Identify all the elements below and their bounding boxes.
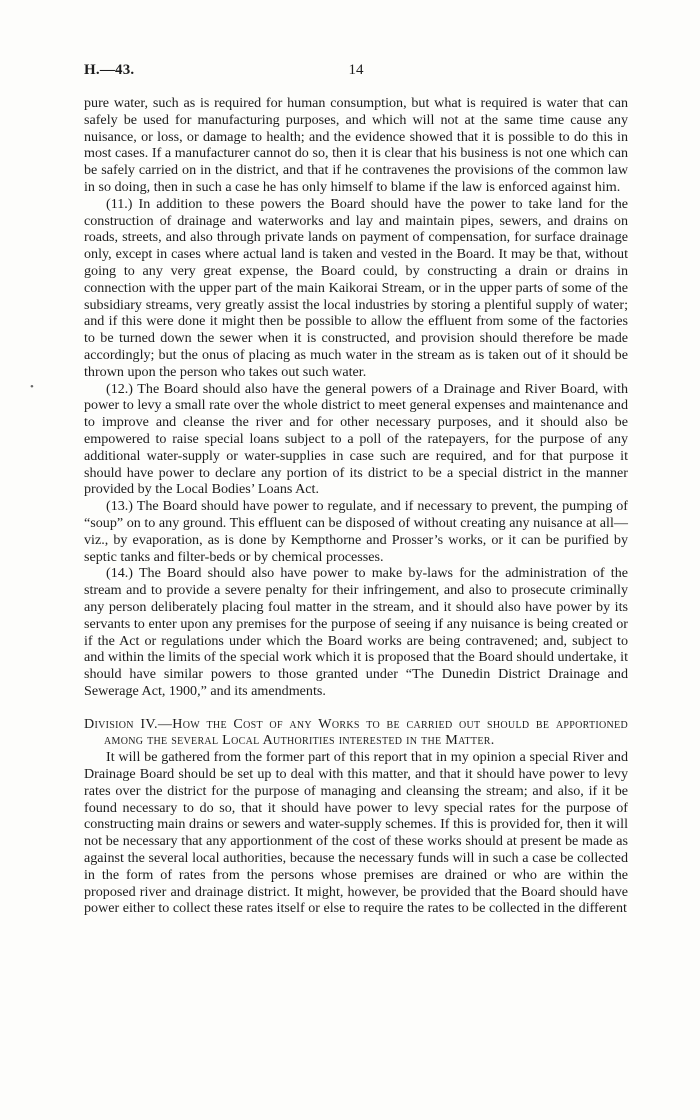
page-header <box>84 62 628 82</box>
paragraph-11: (11.) In addition to these powers the Board should have the power to take land for the construction of drainage and waterworks and lay and maintain pipes, sewers, and drains on roads, streets, and also through private lands on payment of compensation, for surface drainage only, except in cases where actual land is taken and vested in the Board. It may be that, without going to any very great expense, the Board could, by constructing a drain or drains in connection with the upper part of the main Kaikorai Stream, or in the upper parts of some of the subsidiary streams, very greatly assist the local industries by storing a plentiful supply of water; and if this were done it might then be possible to allow the effluent from some of the factories to be turned down the sewer when it is constructed, and provision should therefore be made accordingly; but the onus of placing as much water in the stream as is taken out of it should be thrown upon the person who takes out such water. <box>84 195 628 380</box>
document-body <box>84 95 628 917</box>
division-heading <box>84 716 628 750</box>
paragraph-continuation: pure water, such as is required for human consumption, but what is required is water that can safely be used for manufacturing purposes, and which will not at the same time cause any nuisance, or loss, or damage to health; and the evidence showed that it is possible to do this in most cases. If a manufacturer cannot do so, then it is clear that his business is not one which can be safely carried on in the district, and that if he contravenes the provisions of the common law in so doing, then in such a case he has only himself to blame if the law is enforced against him. <box>84 95 628 195</box>
page-number: 14 <box>348 62 364 78</box>
division-title: —How the Cost of any Works to be carried out should be apportioned among the several Local Authorities interested in the Matter. <box>104 715 628 749</box>
division-label: Division IV. <box>84 715 158 732</box>
paragraph-14: (14.) The Board should also have power to make by-laws for the administration of the stream and to provide a severe penalty for their infringement, and also to prosecute criminally any person deliberately placing foul matter in the stream, and it should also have power by its servants to enter upon any premises for the purpose of seeing if any nuisance is being created or if the Act or regulations under which the Board works are being contravened; and, subject to and within the limits of the special work which it is proposed that the Board should undertake, it should have similar powers to those granted under “The Dunedin District Drainage and Sewerage Act, 1900,” and its amendments. <box>84 565 628 699</box>
margin-mark: • <box>30 381 34 393</box>
paragraph-division-iv: It will be gathered from the former part of this report that in my opinion a special River and Drainage Board should be set up to deal with this matter, and that it should have power to levy rates over the district for the purpose of managing and cleansing the stream; and also, if it be found necessary to do so, that it should have power to levy special rates for the purpose of constructing main drains or sewers and water-supply schemes. If this is provided for, then it will not be necessary that any apportionment of the cost of these works should at present be made as against the several local authorities, because the necessary funds will in such a case be collected in the form of rates from the persons whose premises are drained or who are within the proposed river and drainage district. It might, however, be provided that the Board should have power either to collect these rates itself or else to require the rates to be collected in the different <box>84 749 628 917</box>
paragraph-12: (12.) The Board should also have the general powers of a Drainage and River Board, with power to levy a small rate over the whole district to meet general expenses and maintenance and to improve and cleanse the river and for other necessary purposes, and it should also be empowered to raise special loans subject to a poll of the ratepayers, for the purpose of any additional water-supply or water-supplies in case such are required, and for that purpose it should have power to declare any portion of its district to be a special district in the manner provided by the Local Bodies’ Loans Act. <box>84 380 628 498</box>
document-reference: H.—43. <box>84 62 135 78</box>
paragraph-13: (13.) The Board should have power to regulate, and if necessary to prevent, the pumping of “soup” on to any ground. This effluent can be disposed of without creating any nuisance at all—viz., by evaporation, as is done by Kempthorne and Prosser’s works, or it can be purified by septic tanks and filter-beds or by chemical processes. <box>84 498 628 565</box>
